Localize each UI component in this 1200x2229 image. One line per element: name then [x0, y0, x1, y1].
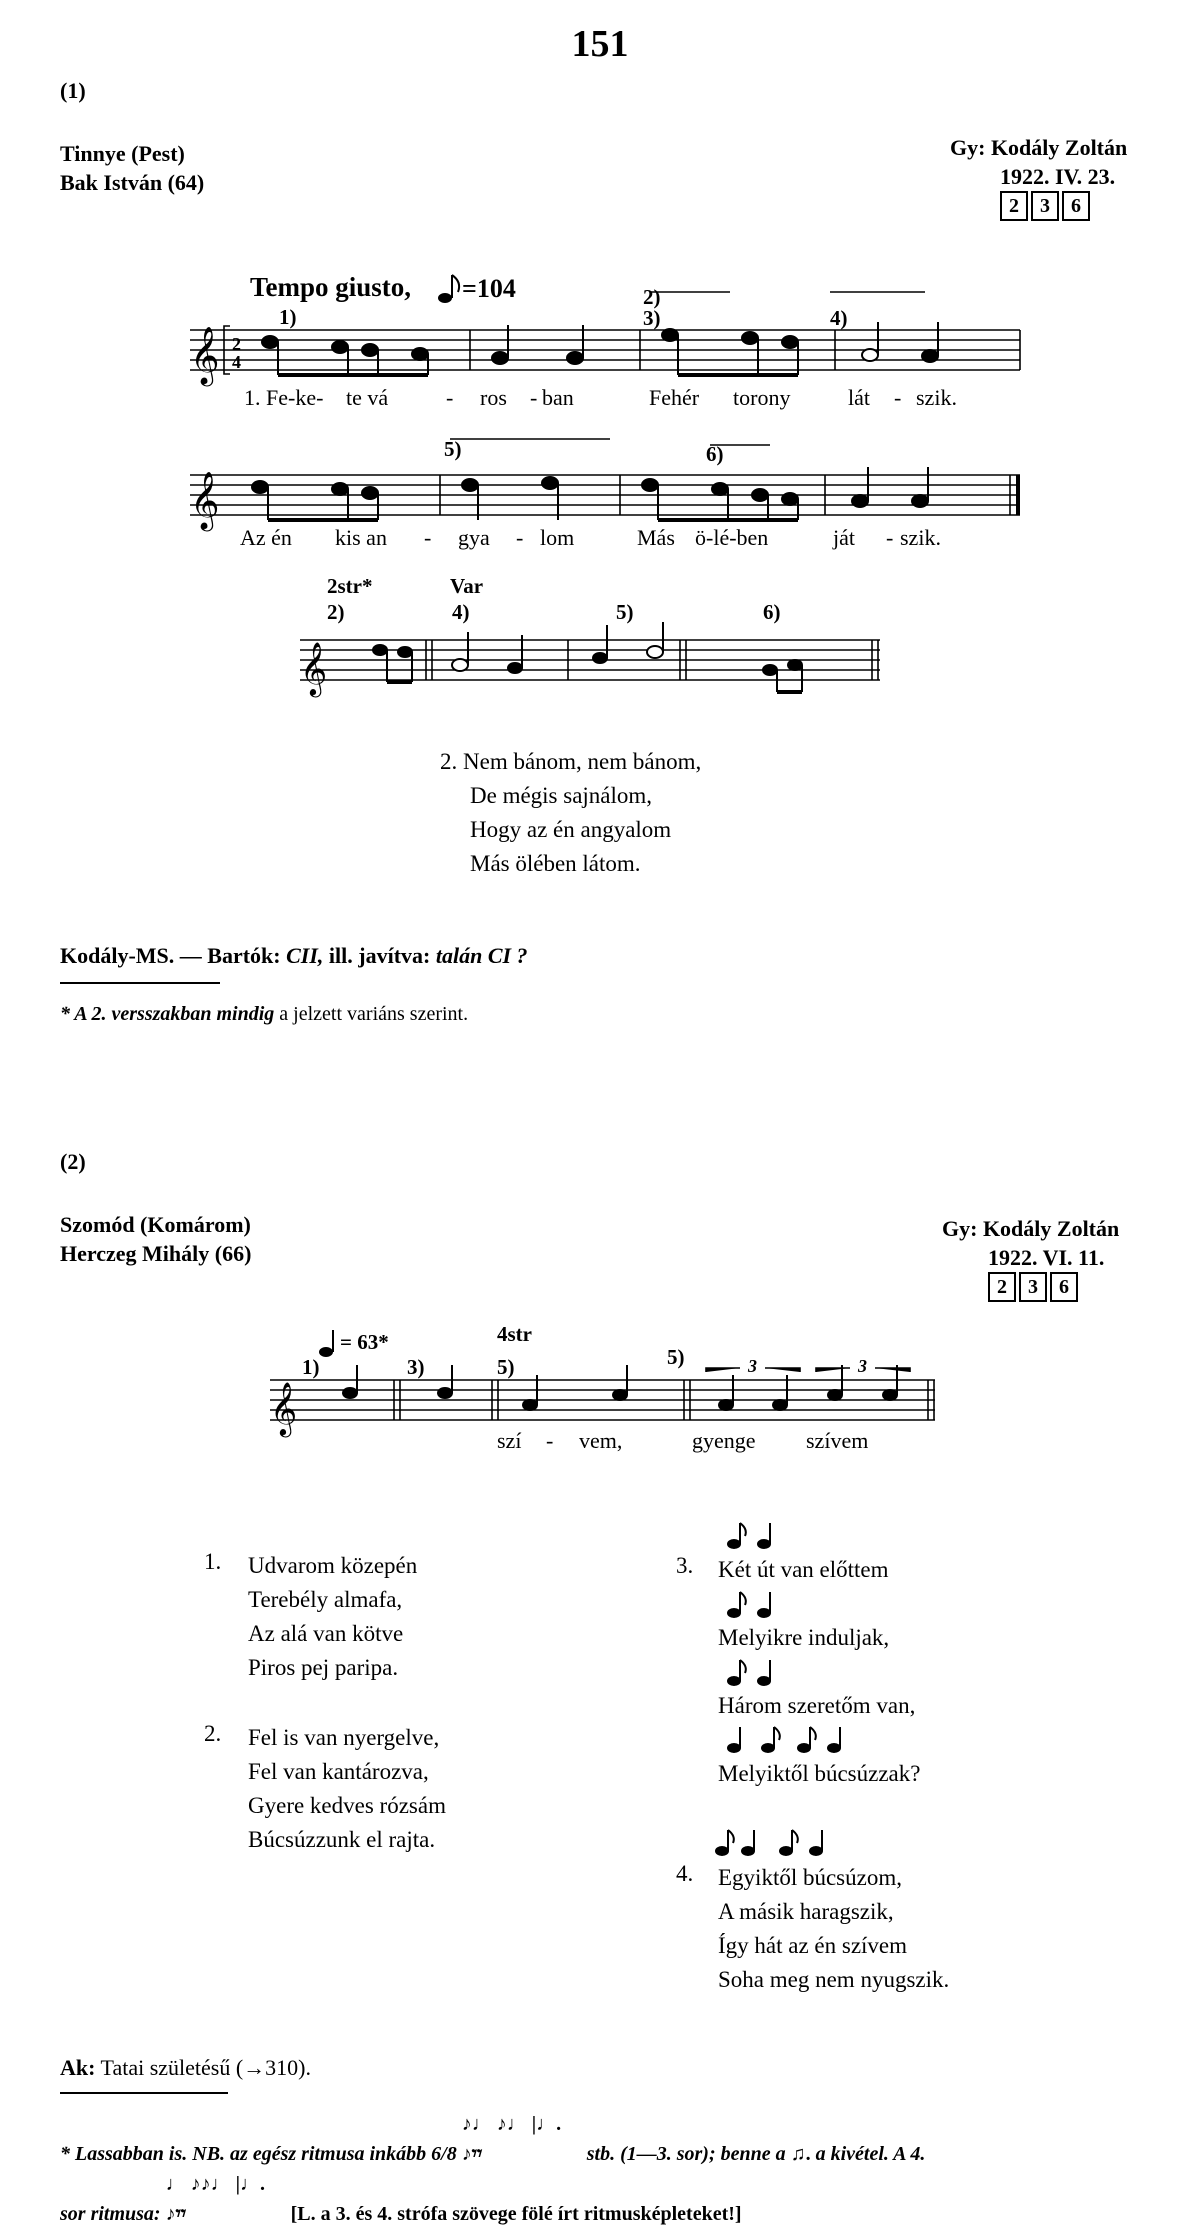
rhythm-sign-icon: [726, 1589, 786, 1621]
syllable: lom: [540, 525, 575, 550]
marker-1: 1): [302, 1355, 320, 1379]
footnote-song-2: [60, 2109, 1180, 2229]
collection-date: 1922. VI. 11.: [988, 1245, 1105, 1270]
source-note-prefix: Kodály-MS. — Bartók:: [60, 943, 287, 968]
ak-note: [60, 2053, 311, 2083]
rhythm-sign-icon: [726, 1724, 866, 1756]
place: Tinnye (Pest): [60, 141, 185, 166]
syllable: -: [530, 385, 538, 410]
svg-text:4: 4: [232, 352, 241, 372]
classification-codes: [1000, 191, 1090, 221]
code-box: 2: [988, 1272, 1016, 1302]
verse-2: [440, 745, 701, 881]
collector: Gy: Kodály Zoltán: [950, 135, 1128, 160]
variant-label-2str: 2str*: [327, 574, 373, 598]
verse-line: Terebély almafa,: [248, 1587, 403, 1612]
syllable: vem,: [579, 1428, 623, 1453]
verse-1: [248, 1549, 417, 1685]
footnote-rest: a jelzett variáns szerint.: [274, 1003, 469, 1025]
verse-line: Így hát az én szívem: [718, 1933, 908, 1958]
beamed-notes-icon: ♫.: [790, 2143, 811, 2165]
marker-1: 1): [279, 305, 297, 329]
syllable: -: [424, 525, 432, 550]
verse-line: Más ölében látom.: [470, 851, 641, 876]
syllable: Más: [637, 525, 675, 550]
verse-line: Soha meg nem nyugszik.: [718, 1967, 950, 1992]
syllable: szívem: [806, 1428, 869, 1453]
song-number: (2): [60, 1149, 86, 1174]
source-note: [60, 941, 528, 971]
syllable: ö-lé-ben: [695, 525, 769, 550]
lyrics-song-2: [0, 1428, 1200, 1458]
source-note-end: talán CI ?: [435, 943, 528, 968]
treble-clef-icon: 𝄞: [300, 643, 328, 694]
footnote-star: * A 2. versszakban mindig: [60, 1003, 275, 1025]
collector: Gy: Kodály Zoltán: [942, 1216, 1120, 1241]
syllable: gyenge: [692, 1428, 756, 1453]
collection-date: 1922. IV. 23.: [1000, 164, 1116, 189]
svg-text:2: 2: [232, 334, 241, 354]
code-box: 3: [1031, 191, 1059, 221]
footnote-part: [L. a 3. és 4. strófa szövege fölé írt ritmusképleteket!]: [290, 2203, 742, 2225]
staff-line-1: [190, 280, 1030, 390]
verse-line: Fel van kantározva,: [248, 1759, 429, 1784]
classification-codes: [988, 1272, 1078, 1302]
lyrics-line-1: [0, 385, 1200, 415]
ak-text: Tatai születésű (→310).: [95, 2055, 312, 2080]
syllable: -: [516, 525, 524, 550]
syllable: Fehér: [649, 385, 700, 410]
singer: Herczeg Mihály (66): [60, 1241, 252, 1266]
tempo-marking: Tempo giusto,: [250, 272, 412, 302]
verse-line: Búcsúzzunk el rajta.: [248, 1827, 436, 1852]
variant-staff: [300, 610, 890, 700]
variant-label-var: Var: [450, 574, 484, 598]
marker-3: 3): [643, 306, 661, 330]
verse-number: 2.: [204, 1721, 222, 1746]
marker-5: 5): [497, 1355, 515, 1379]
song-number: (1): [60, 78, 86, 103]
syllable: -: [546, 1428, 554, 1453]
footnote-part: a kivétel. A 4.: [815, 2143, 926, 2165]
syllable: 1. Fe-ke-: [244, 385, 324, 410]
verse-3-line-1: Két út van előttem: [718, 1557, 889, 1582]
syllable: te vá: [346, 385, 389, 410]
verse-line: A másik haragszik,: [718, 1899, 894, 1924]
syllable: szik.: [916, 385, 957, 410]
verse-line: Udvarom közepén: [248, 1553, 418, 1578]
syllable: szí: [497, 1428, 522, 1453]
marker-6: 6): [706, 442, 724, 466]
footnote: [60, 999, 468, 1029]
staff-line-2: [190, 425, 1030, 535]
rhythm-sign-icon: [726, 1657, 786, 1689]
treble-clef-icon: 𝄞: [190, 327, 220, 383]
syllable: szik.: [900, 525, 941, 550]
rhythm-sign-icon: [714, 1827, 854, 1859]
syllable: Az én: [240, 525, 292, 550]
verse-line: Piros pej paripa.: [248, 1655, 399, 1680]
marker-3: 3): [407, 1355, 425, 1379]
code-box: 2: [1000, 191, 1028, 221]
variant-marker: 4): [452, 600, 470, 624]
footnote-part: * Lassabban is. NB. az egész ritmusa inkább 6/8: [60, 2143, 457, 2165]
rhythm-sign-icon: [726, 1520, 786, 1552]
marker-2: 2): [643, 285, 661, 309]
verse-2: [248, 1721, 446, 1857]
variant-marker: 5): [616, 600, 634, 624]
footnote-part: sor ritmusa:: [60, 2203, 161, 2225]
treble-clef-icon: 𝄞: [190, 472, 220, 528]
syllable: -: [886, 525, 894, 550]
syllable: kis an: [335, 525, 387, 550]
marker-4: 4): [830, 306, 848, 330]
syllable: torony: [733, 385, 791, 410]
verse-number: 1.: [204, 1549, 222, 1574]
footnote-part: stb. (1—3. sor); benne a: [586, 2143, 786, 2165]
syllable: ban: [542, 385, 574, 410]
verse-3-line-2: Melyikre induljak,: [718, 1625, 890, 1650]
marker-5: 5): [444, 437, 462, 461]
rhythm-formula-icon: ♪♩ ♪♩ |♩. ♪𝄾𝄾: [461, 2113, 562, 2165]
triplet-label: 3: [858, 1356, 867, 1376]
marker-5: 5): [667, 1345, 685, 1369]
verse-line: 2. Nem bánom, nem bánom,: [440, 749, 702, 774]
verse-number: 3.: [676, 1553, 694, 1578]
syllable: gya: [458, 525, 490, 550]
verse-line: Hogy az én angyalom: [470, 817, 672, 842]
syllable: -: [446, 385, 454, 410]
ak-label: Ak:: [60, 2055, 96, 2080]
syllable: lát: [848, 385, 870, 410]
verse-3-line-3: Három szeretőm van,: [718, 1693, 916, 1718]
syllable: -: [894, 385, 902, 410]
place: Szomód (Komárom): [60, 1212, 251, 1237]
lyrics-line-2: [0, 525, 1200, 555]
singer: Bak István (64): [60, 170, 205, 195]
verse-line: De mégis sajnálom,: [470, 783, 653, 808]
tempo-value: =104: [462, 274, 516, 303]
page-number: 151: [571, 23, 629, 65]
variant-marker: 6): [763, 600, 781, 624]
quarter-note-icon: [318, 1328, 340, 1358]
verse-line: Egyiktől búcsúzom,: [718, 1865, 902, 1890]
variant-marker: 2): [327, 600, 345, 624]
code-box: 3: [1019, 1272, 1047, 1302]
source-note-ci: CII,: [286, 943, 324, 968]
source-note-mid: ill. javítva:: [323, 943, 436, 968]
triplet-label: 3: [748, 1356, 757, 1376]
verse-number: 4.: [676, 1861, 694, 1886]
treble-clef-icon: 𝄞: [270, 1383, 298, 1434]
syllable: ros: [480, 385, 507, 410]
verse-4: [718, 1861, 949, 1997]
verse-3-line-4: Melyiktől búcsúzzak?: [718, 1761, 921, 1786]
divider: [60, 982, 220, 984]
verse-line: Az alá van kötve: [248, 1621, 404, 1646]
verse-line: Fel is van nyergelve,: [248, 1725, 440, 1750]
verse-line: Gyere kedves rózsám: [248, 1793, 446, 1818]
code-box: 6: [1062, 191, 1090, 221]
syllable: ját: [833, 525, 855, 550]
code-box: 6: [1050, 1272, 1078, 1302]
tempo-value: = 63*: [340, 1330, 389, 1354]
variant-label-4str: 4str: [497, 1322, 532, 1346]
divider: [60, 2092, 228, 2094]
rhythm-formula-icon: ♩ ♪♪♩ |♩. ♪𝄾𝄾: [165, 2173, 265, 2225]
